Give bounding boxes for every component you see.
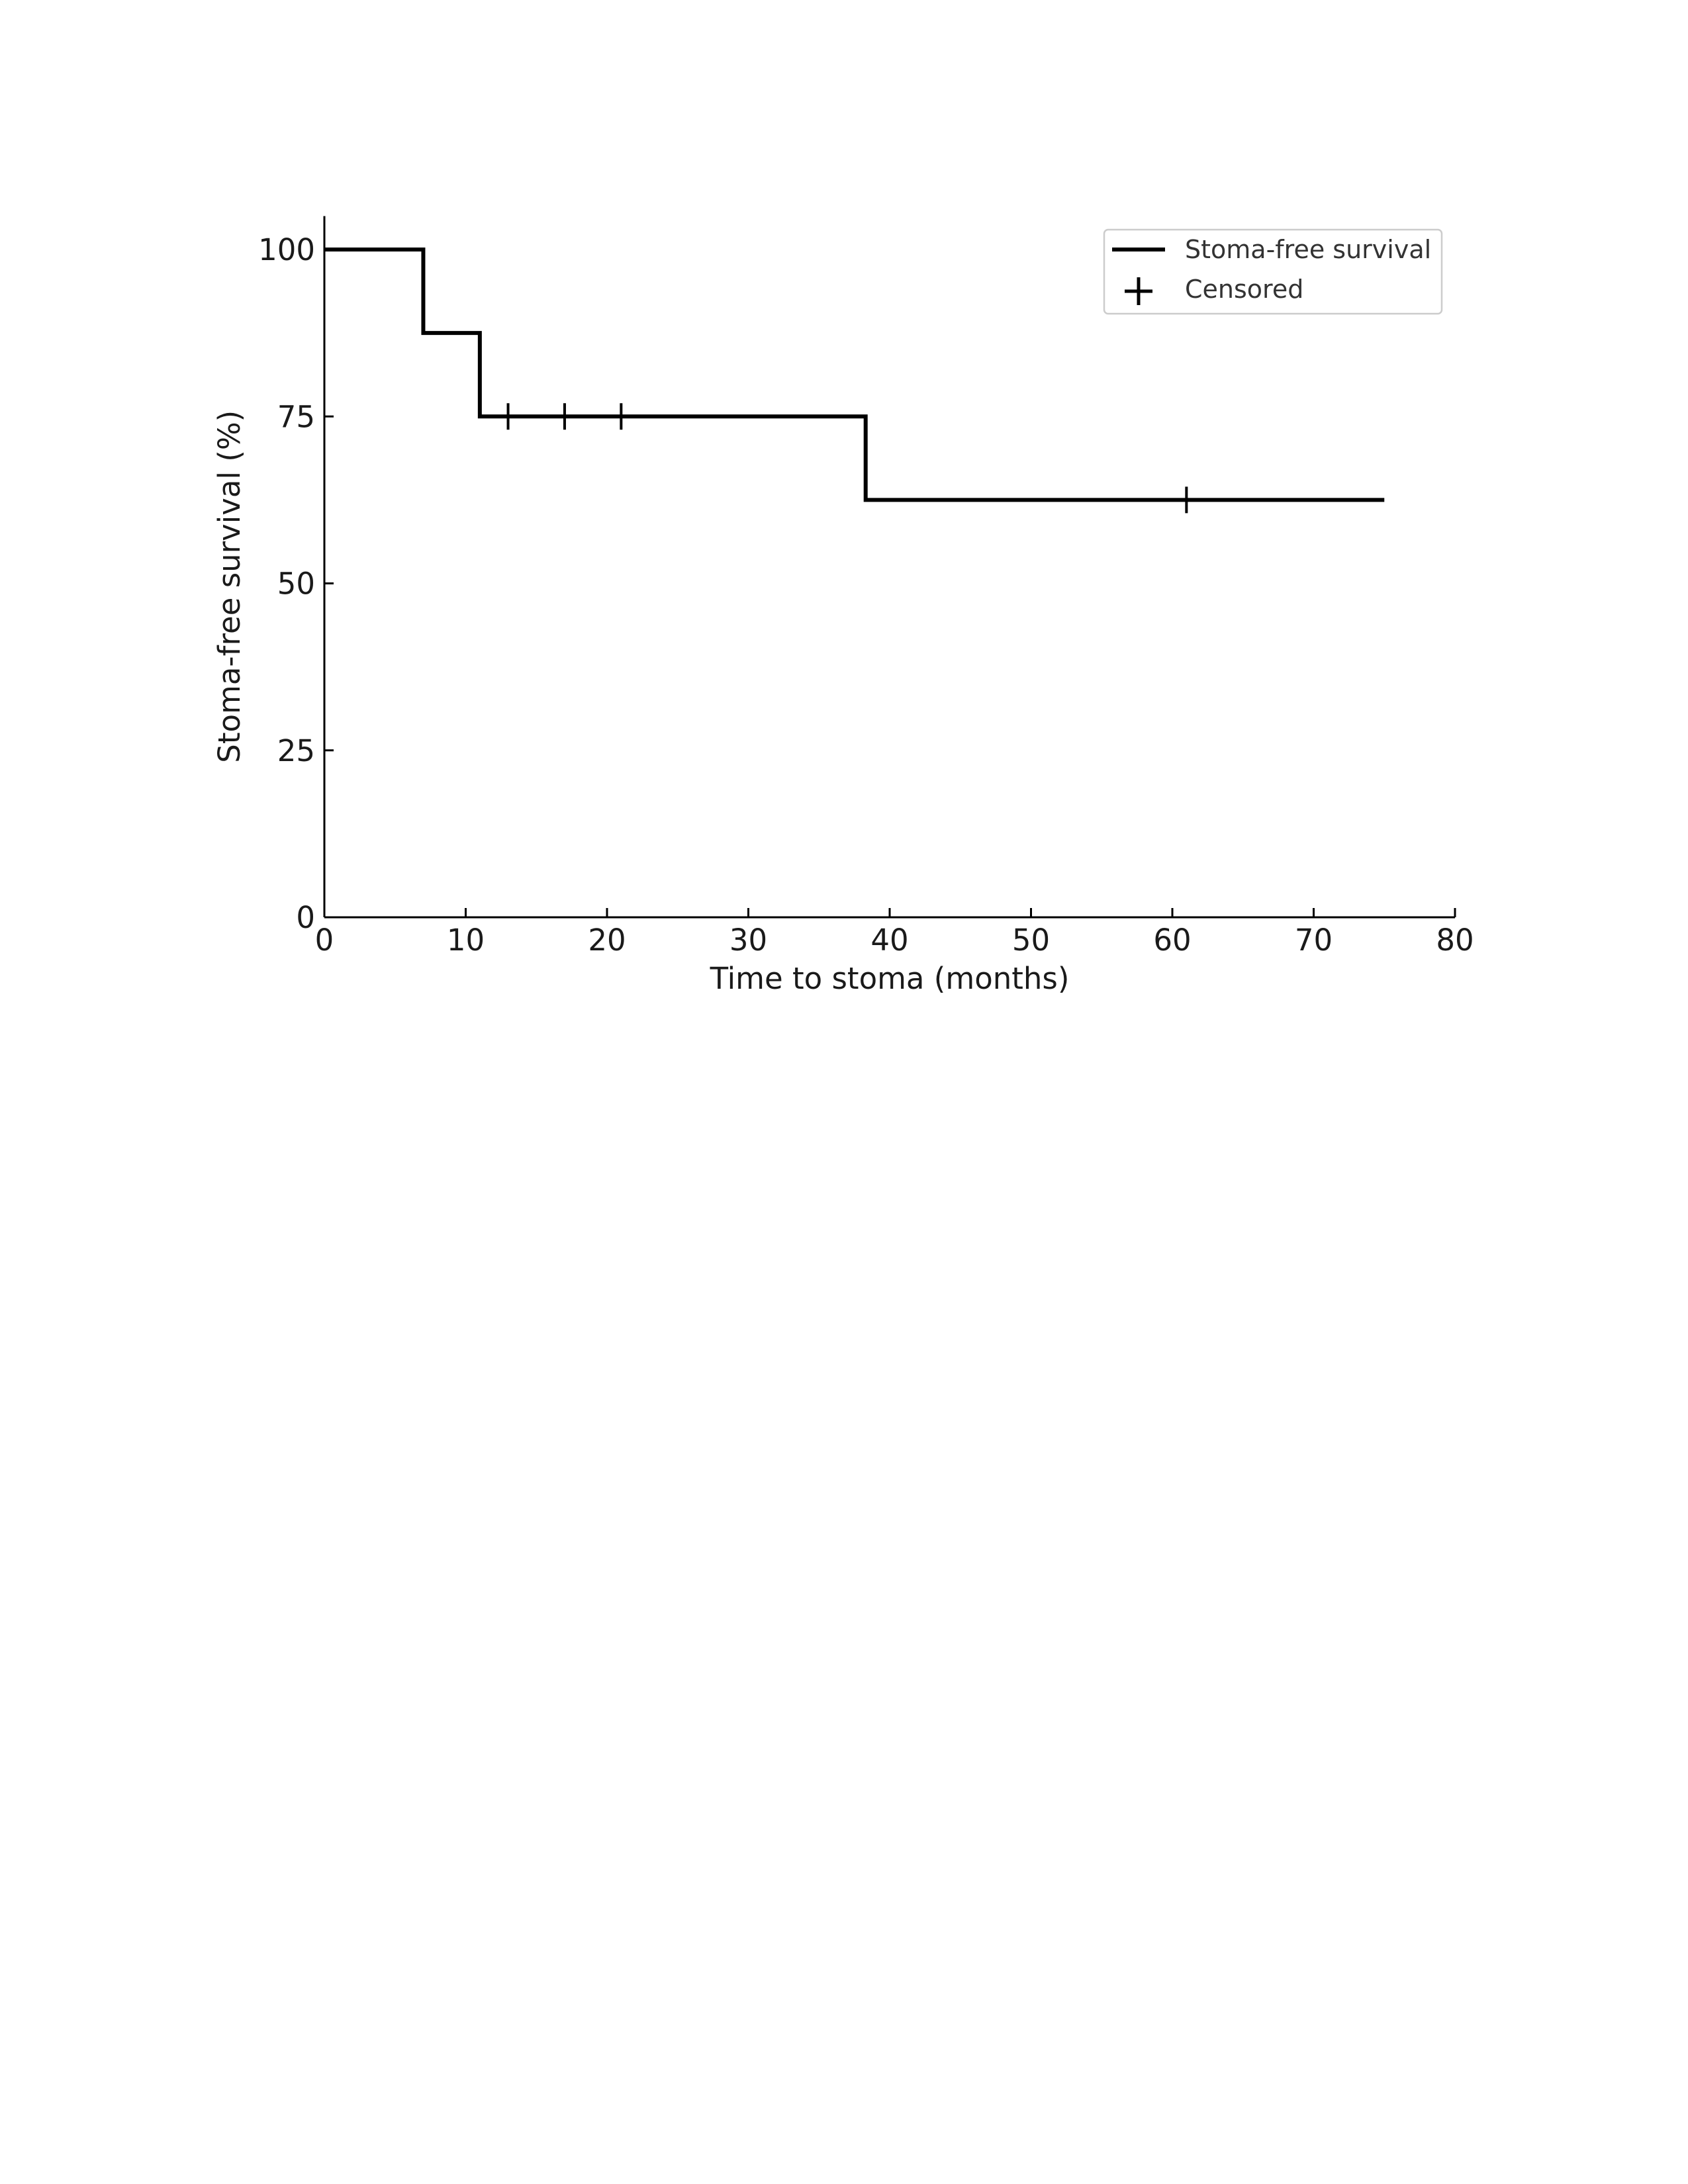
y-axis-title: Stoma-free survival (%) xyxy=(212,410,247,763)
x-tick-label: 40 xyxy=(870,923,909,958)
y-tick-label: 0 xyxy=(296,900,315,935)
x-tick-label: 20 xyxy=(588,923,626,958)
censor-marks xyxy=(508,403,1187,513)
axes xyxy=(324,216,1455,917)
y-tick-label: 50 xyxy=(277,566,315,602)
x-tick-label: 80 xyxy=(1436,923,1474,958)
x-tick-label: 0 xyxy=(314,923,334,958)
x-axis-title: Time to stoma (months) xyxy=(710,961,1070,996)
x-tick-label: 50 xyxy=(1011,923,1051,958)
x-tick-label: 10 xyxy=(446,923,485,958)
x-tick-label: 30 xyxy=(729,923,768,958)
x-ticks xyxy=(315,908,1474,958)
y-ticks xyxy=(258,232,334,935)
y-tick-label: 25 xyxy=(277,733,315,768)
x-tick-label: 70 xyxy=(1294,923,1333,958)
y-tick-label: 100 xyxy=(258,232,315,267)
legend xyxy=(1104,230,1442,314)
y-tick-label: 75 xyxy=(277,399,315,435)
legend-label-survival: Stoma-free survival xyxy=(1185,235,1432,264)
x-tick-label: 60 xyxy=(1153,923,1192,958)
legend-label-censored: Censored xyxy=(1185,275,1304,304)
